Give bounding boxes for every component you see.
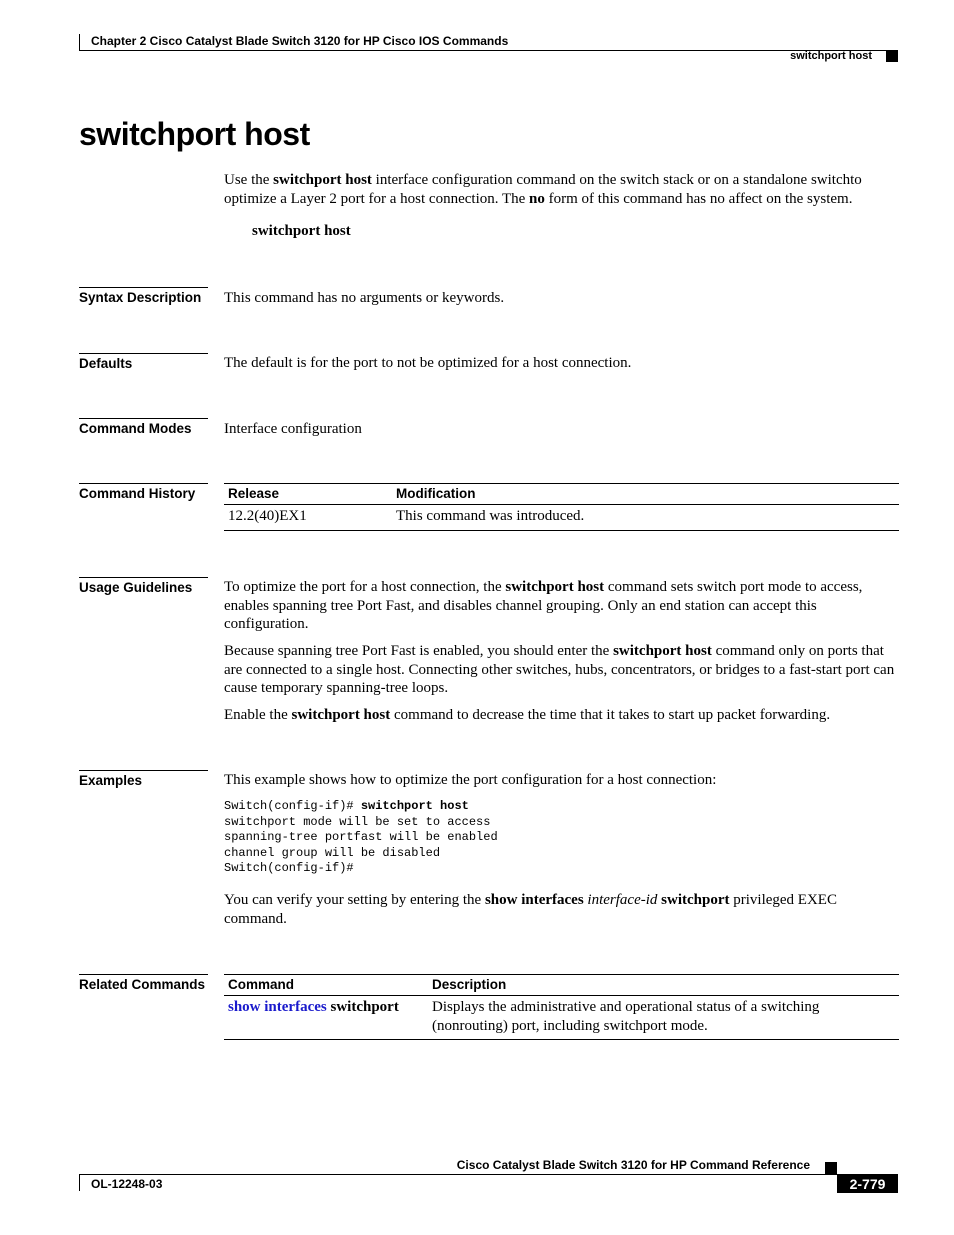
usage-p3-bold: switchport host [291,707,391,723]
code-command: switchport host [360,799,469,813]
usage-paragraph-2 [224,642,900,698]
command-history-table [224,483,899,531]
section-label-command-history: Command History [79,483,208,501]
usage-p1-text-2: command sets switch port mode to access, enables spanning tree Port Fast, and disables channel grouping. Only an end station can accept this configuration. [224,579,863,632]
intro-text-2: interface configuration command on the switch stack or on a standalone switchto optimize a Layer 2 port for a host connection. The [224,172,862,207]
table-header-row [224,484,899,505]
section-label-defaults: Defaults [79,353,208,371]
usage-p1-bold: switchport host [505,579,605,595]
table-cell-modification: This command was introduced. [392,505,899,531]
table-header-release: Release [224,484,392,505]
command-modes-text: Interface configuration [224,421,362,437]
intro-paragraph [224,171,900,208]
header-rule [79,50,898,51]
syntax-description-text: This command has no arguments or keywords. [224,290,505,306]
table-cell-release: 12.2(40)EX1 [224,505,392,531]
header-section: switchport host [790,50,872,62]
code-prompt: Switch(config-if)# [224,799,361,813]
table-header-row [224,975,899,996]
verify-italic: interface-id [587,892,658,908]
intro-text-3: form of this command has no affect on the system. [544,190,853,207]
code-line: spanning-tree portfast will be enabled [224,830,498,844]
table-header-modification: Modification [392,484,899,505]
page-title: switchport host [79,116,310,152]
code-line: Switch(config-if)# [224,861,354,875]
header-rule-vertical [79,34,80,51]
header-chapter: Chapter 2 Cisco Catalyst Blade Switch 3120 for HP Cisco IOS Commands [91,34,509,48]
syntax-line: switchport host [252,223,351,239]
usage-paragraph-1 [224,578,900,634]
usage-p3-text-2: command to decrease the time that it takes to start up packet forwarding. [390,707,831,723]
intro-text-1: Use the [224,172,274,188]
table-cell-command [224,996,428,1040]
examples-intro: This example shows how to optimize the port configuration for a host connection: [224,772,717,788]
intro-bold-2: no [529,190,545,207]
code-line: switchport mode will be set to access [224,814,491,829]
usage-p2-bold: switchport host [613,643,712,659]
related-commands-table [224,974,899,1040]
verify-text-1: You can verify your setting by entering the [224,892,485,908]
footer-doc-id: OL-12248-03 [91,1177,163,1191]
table-cell-description: Displays the administrative and operational status of a switching (nonrouting) port, including switchport mode. [428,996,899,1040]
table-row [224,505,899,531]
section-label-syntax-description: Syntax Description [79,287,208,305]
table-row [224,996,899,1040]
verify-text-2: privileged EXEC command. [224,892,837,927]
section-label-command-modes: Command Modes [79,418,208,436]
footer-marker [825,1162,837,1174]
show-interfaces-link[interactable]: show interfaces [228,999,327,1015]
verify-bold-1: show interfaces [484,892,584,908]
footer-page-number: 2-779 [837,1175,898,1193]
footer-rule-vertical [79,1174,80,1191]
code-line: channel group will be disabled [224,845,441,860]
usage-paragraph-3 [224,706,900,725]
section-label-related-commands: Related Commands [79,974,208,992]
examples-verify [224,891,900,928]
table-header-description: Description [428,975,899,996]
header-marker [886,50,898,62]
section-label-examples: Examples [79,770,208,788]
defaults-text: The default is for the port to not be optimized for a host connection. [224,355,632,371]
footer-title: Cisco Catalyst Blade Switch 3120 for HP Command Reference [456,1158,810,1172]
usage-p2-text-2: command only on ports that are connected to a single host. Connecting other switches, hubs, concentrators, or bridges to a fast-start port can cause temporary spanning-tree loops. [224,643,895,696]
usage-p3-text-1: Enable the [224,707,292,723]
intro-bold-1: switchport host [273,172,372,188]
command-keyword: switchport [330,999,399,1015]
usage-p1-text-1: To optimize the port for a host connection, the [224,579,506,595]
section-label-usage-guidelines: Usage Guidelines [79,577,208,595]
table-header-command: Command [224,975,428,996]
verify-bold-2: switchport [661,892,730,908]
footer-rule [79,1174,898,1175]
usage-p2-text-1: Because spanning tree Port Fast is enabled, you should enter the [224,643,614,659]
code-block [224,799,498,877]
